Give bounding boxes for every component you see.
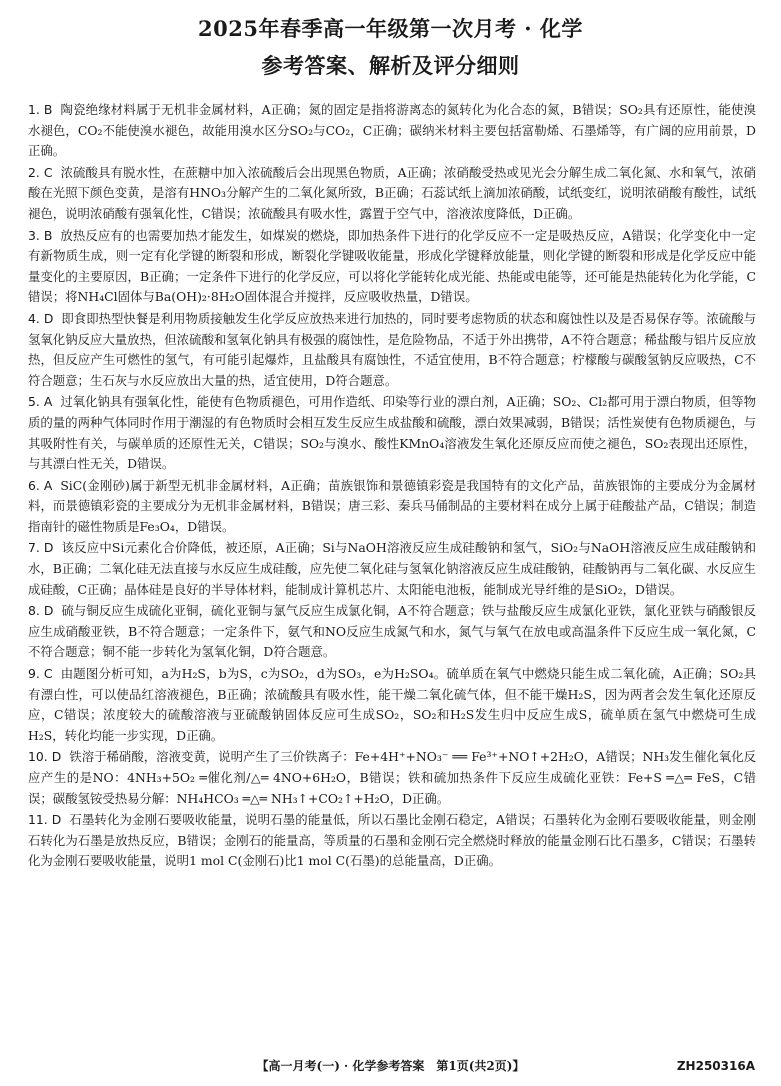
item-explanation: 硫与铜反应生成硫化亚铜，硫化亚铜与氯气反应生成氯化铜，A不符合题意；铁与盐酸反应生成氯化亚铁，氯化亚铁与硝酸银反应生成硝酸亚铁，B不符合题意；一定条件下，氨气和NO反应生成氮气和水，氮气与氧气在放电或高温条件下反应生成一氧化氮，C不符合题意；铜不能一步转化为氢氧化铜，D符合题意。 (28, 603, 756, 660)
answer-item-4 (28, 309, 756, 391)
item-explanation: 放热反应有的也需要加热才能发生，如煤炭的燃烧，即加热条件下进行的化学反应不一定是吸热反应，A错误；化学变化中一定有新物质生成，则一定有化学键的断裂和形成，断裂化学键吸收能量，形成化学键释放能量，则化学键的断裂和形成是化学反应中能量变化的主要原因，B正确；一定条件下进行的化学反应，可以将化学能转化成光能、热能或电能等，还可能是热能转化为化学能，C错误；将NH₄Cl固体与Ba(OH)₂·8H₂O固体混合并搅拌，反应吸收热量，D错误。 (28, 227, 756, 305)
item-answer: A (43, 477, 53, 493)
item-answer: D (51, 749, 62, 765)
item-answer: A (43, 394, 53, 410)
item-explanation: 石墨转化为金刚石要吸收能量，说明石墨的能量低，所以石墨比金刚石稳定，A错误；石墨转化为金刚石要吸收能量，则金刚石转化为石墨是放热反应，B错误；金刚石的能量高，等质量的石墨和金刚石完全燃烧时释放的能量金刚石比石墨多，C错误；石墨转化为金刚石要吸收能量，说明1 mol C(金刚石)比1 mol C(石墨)的总能量高，D正确。 (28, 812, 756, 869)
item-answer: C (43, 164, 53, 180)
item-explanation: SiC(金刚砂)属于新型无机非金属材料，A正确；苗族银饰和景德镇彩瓷是我国特有的文化产品，苗族银饰的主要成分为金属材料，而景德镇彩瓷的主要成分为无机非金属材料，B错误；唐三彩、秦兵马俑制品的主要材料在成分上属于硅酸盐产品，C错误；制造指南针的磁性物质是Fe₃O₄，D错误。 (28, 477, 756, 534)
item-number: 8. (28, 603, 40, 619)
page-subtitle: 参考答案、解析及评分细则 (261, 53, 520, 78)
item-answer: D (51, 812, 62, 828)
footer-page-info: 【高一月考(一) · 化学参考答案 第1页(共2页)】 (256, 1059, 525, 1073)
answer-item-9 (28, 664, 756, 746)
item-number: 7. (28, 540, 40, 556)
item-number: 2. (28, 164, 40, 180)
item-explanation: 该反应中Si元素化合价降低，被还原，A正确；Si与NaOH溶液反应生成硅酸钠和氢气，SiO₂与NaOH溶液反应生成硅酸钠和水，B正确；二氧化硅无法直接与水反应生成硅酸，应先使二氧化硅与氢氧化钠溶液反应生成硅酸钠，硅酸钠再与二氧化碳、水反应生成硅酸，C正确；晶体硅是良好的半导体材料，能制成计算机芯片、太阳能电池板，能制成光导纤维的是SiO₂，D错误。 (28, 540, 756, 597)
answer-list (28, 100, 756, 873)
page-title: 2025年春季高一年级第一次月考 · 化学 (198, 16, 583, 41)
item-explanation: 由题图分析可知，a为H₂S，b为S，c为SO₂，d为SO₃，e为H₂SO₄。硫单质在氧气中燃烧只能生成二氧化硫，A正确；SO₂具有漂白性，可以使品红溶液褪色，B正确；浓硫酸具有吸水性，能干燥二氧化硫气体，但不能干燥H₂S，因为两者会发生氧化还原反应，C错误；浓度较大的硫酸溶液与亚硫酸钠固体反应可生成SO₂，SO₂和H₂S发生归中反应生成S，硫单质在氢气中燃烧可生成H₂S，转化均能一步实现，D正确。 (28, 666, 756, 743)
item-explanation: 过氧化钠具有强氧化性，能使有色物质褪色，可用作造纸、印染等行业的漂白剂，A正确；SO₂、Cl₂都可用于漂白物质，但等物质的量的两种气体同时作用于潮湿的有色物质时会相互发生反应生成盐酸和硫酸，漂白效果减弱，B错误；活性炭使有色物质褪色，与其吸附性有关，与碳单质的还原性无关，C错误；SO₂与溴水、酸性KMnO₄溶液发生氧化还原反应而使之褪色，SO₂表现出还原性，与其漂白性无关，D错误。 (28, 394, 756, 472)
item-explanation: 即食即热型快餐是利用物质接触发生化学反应放热来进行加热的，同时要考虑物质的状态和腐蚀性以及是否易保存等。浓硫酸与氢氧化钠反应大量放热，但浓硫酸和氢氧化钠具有极强的腐蚀性，是危险物品，不适于外出携带，A不符合题意；稀盐酸与铝片反应放热，但反应产生可燃性的氢气，有可能引起爆炸，且盐酸具有腐蚀性，不适宜使用，B不符合题意；柠檬酸与碳酸氢钠反应吸热，C不符合题意；生石灰与水反应放出大量的热，适宜使用，D符合题意。 (28, 310, 756, 388)
item-number: 3. (28, 227, 40, 243)
answer-item-1 (28, 100, 756, 162)
page-header (0, 14, 781, 82)
item-number: 5. (28, 394, 40, 410)
item-number: 10. (28, 749, 48, 765)
answer-item-11 (28, 810, 756, 872)
footer-doc-code: ZH250316A (676, 1059, 755, 1073)
item-answer: D (43, 310, 54, 326)
item-number: 9. (28, 666, 40, 682)
item-explanation: 浓硫酸具有脱水性，在蔗糖中加入浓硫酸后会出现黑色物质，A正确；浓硝酸受热或见光会分解生成二氧化氮、水和氧气，浓硝酸在光照下颜色变黄，是溶有HNO₃分解产生的二氧化氮所致，B正确；石蕊试纸上滴加浓硝酸，试纸变红，说明浓硝酸有酸性，试纸褪色，说明浓硝酸有强氧化性，C错误；浓硫酸具有吸水性，露置于空气中，溶液浓度降低，D正确。 (28, 164, 756, 221)
item-explanation: 陶瓷绝缘材料属于无机非金属材料，A正确；氮的固定是指将游离态的氮转化为化合态的氮，B错误；SO₂具有还原性，能使溴水褪色，CO₂不能使溴水褪色，故能用溴水区分SO₂与CO₂，C正确；碳纳米材料主要包括富勒烯、石墨烯等，有广阔的应用前景，D正确。 (28, 102, 756, 159)
item-answer: B (43, 102, 53, 117)
answer-item-5 (28, 392, 756, 474)
answer-item-3 (28, 226, 756, 308)
answer-item-8 (28, 601, 756, 663)
item-answer: C (43, 666, 53, 682)
item-number: 1. (28, 102, 40, 117)
answer-item-10 (28, 747, 756, 809)
item-number: 4. (28, 310, 40, 326)
item-answer: D (43, 603, 54, 619)
item-number: 6. (28, 477, 40, 493)
answer-item-7 (28, 538, 756, 600)
answer-item-6 (28, 476, 756, 538)
item-answer: D (43, 540, 54, 556)
item-answer: B (43, 227, 53, 243)
item-explanation: 铁溶于稀硝酸，溶液变黄，说明产生了三价铁离子：Fe+4H⁺+NO₃⁻ ══ Fe³⁺+NO↑+2H₂O，A错误；NH₃发生催化氧化反应产生的是NO：4NH₃+5O₂ ═催化剂/△═ 4NO+6H₂O，B错误；铁和硫加热条件下反应生成硫化亚铁：Fe+S ═△═ FeS，C错误；碳酸氢铵受热易分解：NH₄HCO₃ ═△═ NH₃↑+CO₂↑+H₂O，D正确。 (28, 749, 756, 806)
item-number: 11. (28, 812, 48, 828)
answer-item-2 (28, 163, 756, 225)
